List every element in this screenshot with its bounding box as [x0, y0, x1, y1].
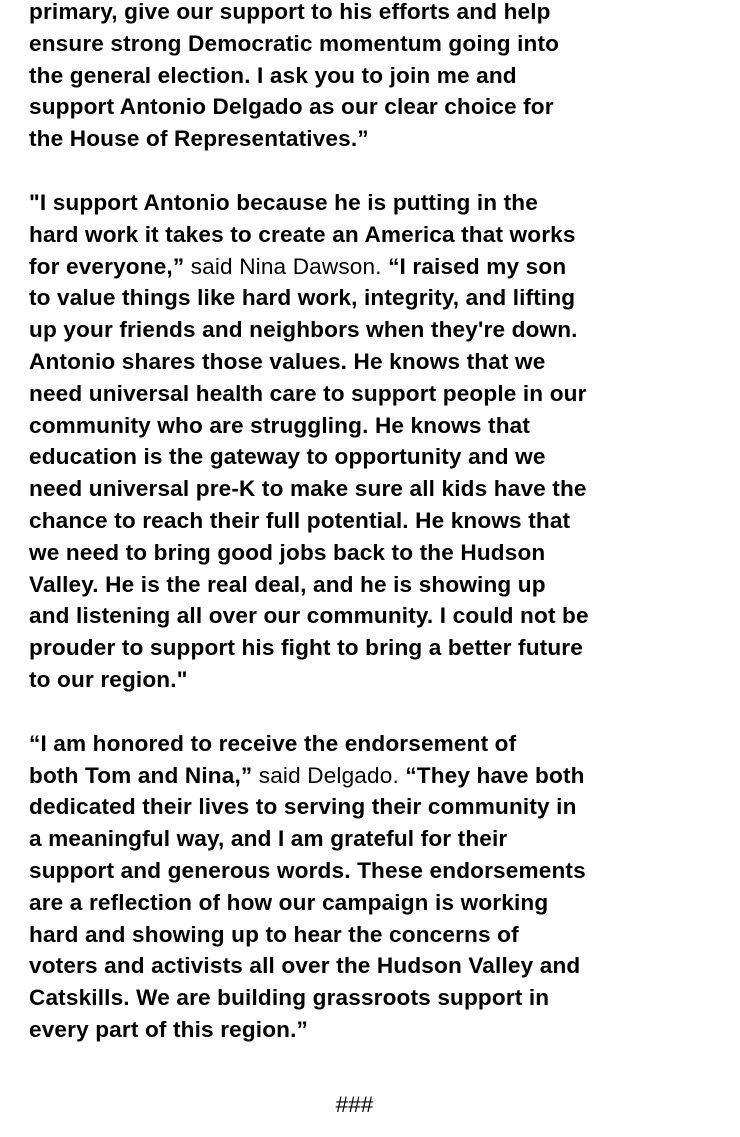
- text-line: [29, 919, 729, 951]
- quote-text: need universal health care to support people in our: [29, 380, 587, 406]
- quote-text: the House of Representatives.”: [29, 126, 369, 152]
- press-release-body: [29, 0, 729, 1046]
- attribution-text: said Nina Dawson.: [184, 253, 389, 279]
- quote-text: voters and activists all over the Hudson Valley and: [29, 953, 581, 979]
- quote-text: support Antonio Delgado as our clear choice for: [29, 94, 554, 120]
- text-line: [29, 791, 729, 823]
- quote-text: education is the gateway to opportunity and we: [29, 444, 546, 470]
- quote-text: the general election. I ask you to join me and: [29, 62, 517, 88]
- text-line: [29, 505, 729, 537]
- quote-text: Catskills. We are building grassroots support in: [29, 985, 550, 1011]
- paragraph-2: [29, 187, 729, 696]
- text-line: [29, 760, 729, 792]
- quote-text: community who are struggling. He knows that: [29, 412, 531, 438]
- text-line: [29, 855, 729, 887]
- quote-text: ensure strong Democratic momentum going into: [29, 30, 560, 56]
- text-line: [29, 632, 729, 664]
- text-line: [29, 728, 729, 760]
- text-line: [29, 473, 729, 505]
- text-line: [29, 251, 729, 283]
- quote-text: both Tom and Nina,”: [29, 762, 253, 788]
- quote-text: we need to bring good jobs back to the Hudson: [29, 539, 546, 565]
- quote-text: Antonio shares those values. He knows that we: [29, 348, 546, 374]
- quote-text: "I support Antonio because he is putting in the: [29, 189, 538, 215]
- quote-text: up your friends and neighbors when they're down.: [29, 317, 578, 343]
- text-line: [29, 887, 729, 919]
- quote-text: every part of this region.”: [29, 1016, 309, 1042]
- quote-text: to our region.": [29, 666, 188, 692]
- quote-text: chance to reach their full potential. He knows that: [29, 507, 571, 533]
- quote-text: hard work it takes to create an America that works: [29, 221, 576, 247]
- text-line: [29, 441, 729, 473]
- quote-text: support and generous words. These endorsements: [29, 857, 586, 883]
- quote-text: and listening all over our community. I could not be: [29, 603, 589, 629]
- quote-text: for everyone,”: [29, 253, 185, 279]
- text-line: [29, 600, 729, 632]
- text-line: [29, 537, 729, 569]
- text-line: [29, 410, 729, 442]
- text-line: [29, 219, 729, 251]
- paragraph-gap: [29, 696, 729, 728]
- quote-text: Valley. He is the real deal, and he is showing up: [29, 571, 546, 597]
- quote-text: hard and showing up to hear the concerns of: [29, 921, 519, 947]
- quote-text: dedicated their lives to serving their community in: [29, 794, 577, 820]
- quote-text: “They have both: [405, 762, 585, 788]
- quote-text: need universal pre-K to make sure all kids have the: [29, 476, 587, 502]
- text-line: [29, 28, 729, 60]
- text-line: [29, 187, 729, 219]
- paragraph-1: [29, 0, 729, 155]
- quote-text: prouder to support his fight to bring a better future: [29, 635, 583, 661]
- attribution-text: said Delgado.: [252, 762, 406, 788]
- quote-text: “I am honored to receive the endorsement of: [29, 730, 517, 756]
- text-line: [29, 823, 729, 855]
- text-line: [29, 378, 729, 410]
- quote-text: are a reflection of how our campaign is working: [29, 889, 549, 915]
- text-line: [29, 1014, 729, 1046]
- paragraph-gap: [29, 155, 729, 187]
- text-line: [29, 60, 729, 92]
- end-mark: ###: [335, 1092, 374, 1117]
- text-line: [29, 664, 729, 696]
- paragraph-3: [29, 728, 729, 1046]
- text-line: [29, 314, 729, 346]
- text-line: [29, 569, 729, 601]
- text-line: [29, 91, 729, 123]
- quote-text: primary, give our support to his efforts and help: [29, 0, 551, 24]
- text-line: [29, 346, 729, 378]
- quote-text: “I raised my son: [388, 253, 567, 279]
- text-line: [29, 950, 729, 982]
- text-line: [29, 982, 729, 1014]
- text-line: [29, 0, 729, 28]
- text-line: [29, 282, 729, 314]
- quote-text: to value things like hard work, integrity, and lifting: [29, 285, 576, 311]
- text-line: [29, 123, 729, 155]
- quote-text: a meaningful way, and I am grateful for their: [29, 826, 508, 852]
